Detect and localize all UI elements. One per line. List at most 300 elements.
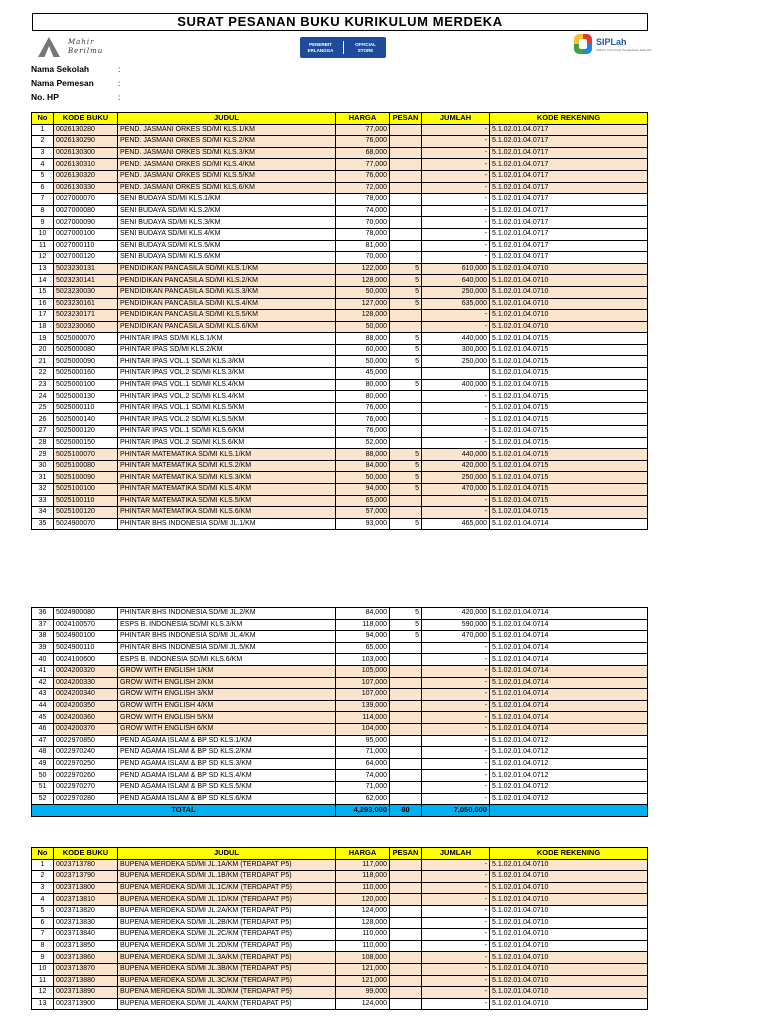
- row-judul: PHINTAR BHS INDONESIA SD/MI JL.2/KM: [118, 608, 336, 620]
- row-jumlah: -: [422, 124, 490, 136]
- row-no: 47: [32, 735, 54, 747]
- row-judul: GROW WITH ENGLISH 2/KM: [118, 677, 336, 689]
- order-table-3: [31, 847, 648, 1010]
- hp-label: No. HP: [31, 92, 59, 102]
- row-no: 2: [32, 871, 54, 883]
- row-kode-buku: 5025100080: [54, 460, 118, 472]
- row-kode-rekening: 5.1.02.01.04.0710: [490, 940, 648, 952]
- row-judul: PENDIDIKAN PANCASILA SD/MI KLS.4/KM: [118, 298, 336, 310]
- row-kode-buku: 5025000110: [54, 402, 118, 414]
- row-kode-buku: 0027000090: [54, 217, 118, 229]
- row-no: 34: [32, 507, 54, 519]
- row-jumlah: -: [422, 654, 490, 666]
- row-jumlah: 440,000: [422, 333, 490, 345]
- table-row: [32, 449, 648, 461]
- row-kode-rekening: 5.1.02.01.04.0710: [490, 894, 648, 906]
- row-harga: 71,000: [336, 781, 390, 793]
- row-kode-rekening: 5.1.02.01.04.0715: [490, 507, 648, 519]
- row-pesan: [390, 507, 422, 519]
- row-no: 25: [32, 402, 54, 414]
- row-judul: GROW WITH ENGLISH 6/KM: [118, 723, 336, 735]
- row-harga: 45,000: [336, 368, 390, 380]
- row-kode-rekening: 5.1.02.01.04.0717: [490, 252, 648, 264]
- table-row: [32, 963, 648, 975]
- row-harga: 99,000: [336, 987, 390, 999]
- row-harga: 110,000: [336, 929, 390, 941]
- row-kode-buku: 0022970280: [54, 793, 118, 805]
- row-no: 21: [32, 356, 54, 368]
- row-no: 48: [32, 747, 54, 759]
- row-kode-rekening: 5.1.02.01.04.0710: [490, 286, 648, 298]
- row-judul: PHINTAR BHS INDONESIA SD/MI JL.5/KM: [118, 642, 336, 654]
- row-judul: PENDIDIKAN PANCASILA SD/MI KLS.2/KM: [118, 275, 336, 287]
- row-kode-rekening: 5.1.02.01.04.0714: [490, 619, 648, 631]
- row-no: 16: [32, 298, 54, 310]
- row-no: 23: [32, 379, 54, 391]
- row-no: 4: [32, 159, 54, 171]
- row-judul: BUPENA MERDEKA SD/MI JL.1C/KM (TERDAPAT P5): [118, 882, 336, 894]
- row-kode-rekening: 5.1.02.01.04.0715: [490, 484, 648, 496]
- row-pesan: 5: [390, 608, 422, 620]
- row-kode-rekening: 5.1.02.01.04.0715: [490, 402, 648, 414]
- row-jumlah: -: [422, 182, 490, 194]
- row-judul: GROW WITH ENGLISH 3/KM: [118, 689, 336, 701]
- table-row: [32, 642, 648, 654]
- row-no: 43: [32, 689, 54, 701]
- row-jumlah: 470,000: [422, 484, 490, 496]
- row-jumlah: -: [422, 689, 490, 701]
- row-jumlah: -: [422, 894, 490, 906]
- row-harga: 110,000: [336, 940, 390, 952]
- row-pesan: [390, 495, 422, 507]
- row-pesan: 5: [390, 356, 422, 368]
- row-kode-buku: 5025000140: [54, 414, 118, 426]
- col-pesan: PESAN: [390, 848, 422, 860]
- row-pesan: [390, 368, 422, 380]
- row-kode-buku: 5025000080: [54, 344, 118, 356]
- row-jumlah: -: [422, 905, 490, 917]
- row-judul: GROW WITH ENGLISH 1/KM: [118, 665, 336, 677]
- row-pesan: [390, 217, 422, 229]
- pemesan-label: Nama Pemesan: [31, 78, 94, 88]
- row-kode-buku: 0027000100: [54, 228, 118, 240]
- row-pesan: 5: [390, 344, 422, 356]
- row-kode-buku: 0023713800: [54, 882, 118, 894]
- row-harga: 128,000: [336, 310, 390, 322]
- row-pesan: [390, 414, 422, 426]
- row-jumlah: -: [422, 987, 490, 999]
- row-harga: 121,000: [336, 975, 390, 987]
- row-no: 37: [32, 619, 54, 631]
- pemesan-row: [31, 76, 231, 90]
- document-title: SURAT PESANAN BUKU KURIKULUM MERDEKA: [32, 13, 648, 31]
- order-table-2: [31, 607, 648, 817]
- row-jumlah: -: [422, 700, 490, 712]
- row-harga: 64,000: [336, 758, 390, 770]
- row-judul: PHINTAR IPAS VOL.1 SD/MI KLS.6/KM: [118, 426, 336, 438]
- row-jumlah: -: [422, 205, 490, 217]
- table-row: [32, 194, 648, 206]
- row-kode-buku: 0022970240: [54, 747, 118, 759]
- row-harga: 81,000: [336, 240, 390, 252]
- row-judul: ESPS B. INDONESIA SD/MI KLS.3/KM: [118, 619, 336, 631]
- row-harga: 62,000: [336, 793, 390, 805]
- table-header: [32, 848, 648, 860]
- row-pesan: [390, 310, 422, 322]
- row-kode-buku: 0027000110: [54, 240, 118, 252]
- row-jumlah: -: [422, 665, 490, 677]
- row-kode-buku: 0027000070: [54, 194, 118, 206]
- row-judul: PHINTAR MATEMATIKA SD/MI KLS.1/KM: [118, 449, 336, 461]
- table-row: [32, 781, 648, 793]
- table-row: [32, 310, 648, 322]
- order-info: [31, 62, 231, 104]
- row-kode-buku: 0027000120: [54, 252, 118, 264]
- row-judul: PHINTAR MATEMATIKA SD/MI KLS.2/KM: [118, 460, 336, 472]
- row-kode-rekening: 5.1.02.01.04.0712: [490, 747, 648, 759]
- table-row: [32, 654, 648, 666]
- row-pesan: [390, 228, 422, 240]
- row-jumlah: -: [422, 170, 490, 182]
- row-pesan: [390, 712, 422, 724]
- row-no: 52: [32, 793, 54, 805]
- row-jumlah: -: [422, 402, 490, 414]
- row-pesan: [390, 758, 422, 770]
- row-kode-rekening: 5.1.02.01.04.0710: [490, 882, 648, 894]
- row-jumlah: -: [422, 240, 490, 252]
- row-judul: BUPENA MERDEKA SD/MI JL.1D/KM (TERDAPAT P5): [118, 894, 336, 906]
- row-no: 49: [32, 758, 54, 770]
- row-no: 46: [32, 723, 54, 735]
- row-kode-buku: 5024900080: [54, 608, 118, 620]
- col-kode-rekening: KODE REKENING: [490, 848, 648, 860]
- row-jumlah: 465,000: [422, 518, 490, 530]
- row-no: 13: [32, 263, 54, 275]
- row-judul: BUPENA MERDEKA SD/MI JL.3A/KM (TERDAPAT P5): [118, 952, 336, 964]
- row-kode-buku: 0027000080: [54, 205, 118, 217]
- row-kode-buku: 0023713840: [54, 929, 118, 941]
- row-judul: BUPENA MERDEKA SD/MI JL.2C/KM (TERDAPAT P5): [118, 929, 336, 941]
- row-harga: 78,000: [336, 228, 390, 240]
- row-pesan: [390, 642, 422, 654]
- row-harga: 118,000: [336, 871, 390, 883]
- table-row: [32, 240, 648, 252]
- row-jumlah: 250,000: [422, 356, 490, 368]
- table-row: [32, 286, 648, 298]
- table-row: [32, 495, 648, 507]
- row-judul: BUPENA MERDEKA SD/MI JL.1B/KM (TERDAPAT P5): [118, 871, 336, 883]
- row-judul: PEND. JASMANI ORKES SD/MI KLS.3/KM: [118, 147, 336, 159]
- row-pesan: [390, 240, 422, 252]
- row-kode-rekening: 5.1.02.01.04.0714: [490, 518, 648, 530]
- col-harga: HARGA: [336, 113, 390, 125]
- row-judul: PENDIDIKAN PANCASILA SD/MI KLS.1/KM: [118, 263, 336, 275]
- table-row: [32, 518, 648, 530]
- row-harga: 93,000: [336, 518, 390, 530]
- row-jumlah: -: [422, 998, 490, 1010]
- row-harga: 94,000: [336, 631, 390, 643]
- row-no: 10: [32, 963, 54, 975]
- row-no: 18: [32, 321, 54, 333]
- row-kode-rekening: 5.1.02.01.04.0715: [490, 391, 648, 403]
- row-kode-rekening: 5.1.02.01.04.0715: [490, 379, 648, 391]
- row-no: 15: [32, 286, 54, 298]
- row-pesan: [390, 391, 422, 403]
- row-kode-buku: 5025000160: [54, 368, 118, 380]
- row-kode-buku: 5023230030: [54, 286, 118, 298]
- col-no: No: [32, 113, 54, 125]
- row-kode-buku: 5023230131: [54, 263, 118, 275]
- row-kode-rekening: 5.1.02.01.04.0714: [490, 642, 648, 654]
- row-no: 1: [32, 859, 54, 871]
- table-row: [32, 735, 648, 747]
- row-pesan: [390, 182, 422, 194]
- sekolah-row: [31, 62, 231, 76]
- row-jumlah: -: [422, 507, 490, 519]
- row-no: 12: [32, 987, 54, 999]
- row-kode-rekening: 5.1.02.01.04.0715: [490, 356, 648, 368]
- row-jumlah: -: [422, 747, 490, 759]
- row-kode-buku: 0022970260: [54, 770, 118, 782]
- row-pesan: [390, 929, 422, 941]
- table-row: [32, 321, 648, 333]
- row-no: 33: [32, 495, 54, 507]
- row-no: 27: [32, 426, 54, 438]
- row-kode-rekening: 5.1.02.01.04.0714: [490, 700, 648, 712]
- row-harga: 76,000: [336, 170, 390, 182]
- row-no: 3: [32, 882, 54, 894]
- row-jumlah: -: [422, 735, 490, 747]
- row-kode-rekening: 5.1.02.01.04.0710: [490, 905, 648, 917]
- hp-colon: :: [118, 92, 121, 102]
- row-pesan: 5: [390, 460, 422, 472]
- row-no: 8: [32, 205, 54, 217]
- row-judul: PHINTAR BHS INDONESIA SD/MI JL.4/KM: [118, 631, 336, 643]
- row-judul: PHINTAR MATEMATIKA SD/MI KLS.6/KM: [118, 507, 336, 519]
- erlangga-line-2a: OFFICIAL: [355, 41, 376, 47]
- row-jumlah: -: [422, 217, 490, 229]
- row-judul: GROW WITH ENGLISH 5/KM: [118, 712, 336, 724]
- table-row: [32, 608, 648, 620]
- row-pesan: 5: [390, 619, 422, 631]
- table-row: [32, 712, 648, 724]
- row-jumlah: -: [422, 194, 490, 206]
- row-jumlah: -: [422, 770, 490, 782]
- row-no: 39: [32, 642, 54, 654]
- row-jumlah: -: [422, 940, 490, 952]
- mountain-logo-icon: [38, 37, 60, 57]
- table-row: [32, 147, 648, 159]
- row-harga: 120,000: [336, 894, 390, 906]
- row-no: 20: [32, 344, 54, 356]
- table-row: [32, 252, 648, 264]
- row-no: 17: [32, 310, 54, 322]
- erlangga-logo-left: [302, 42, 340, 54]
- row-judul: PEND. JASMANI ORKES SD/MI KLS.1/KM: [118, 124, 336, 136]
- table-row: [32, 793, 648, 805]
- row-kode-rekening: 5.1.02.01.04.0714: [490, 608, 648, 620]
- row-judul: BUPENA MERDEKA SD/MI JL.3D/KM (TERDAPAT P5): [118, 987, 336, 999]
- row-no: 7: [32, 194, 54, 206]
- row-judul: PHINTAR IPAS VOL.1 SD/MI KLS.5/KM: [118, 402, 336, 414]
- table-row: [32, 631, 648, 643]
- row-harga: 60,000: [336, 344, 390, 356]
- row-kode-rekening: 5.1.02.01.04.0717: [490, 240, 648, 252]
- col-kode-buku: KODE BUKU: [54, 113, 118, 125]
- row-kode-rekening: 5.1.02.01.04.0710: [490, 310, 648, 322]
- row-harga: 80,000: [336, 379, 390, 391]
- row-judul: PEND AGAMA ISLAM & BP SD KLS.6/KM: [118, 793, 336, 805]
- row-no: 38: [32, 631, 54, 643]
- row-kode-rekening: 5.1.02.01.04.0715: [490, 426, 648, 438]
- hp-row: [31, 90, 231, 104]
- col-kode-rekening: KODE REKENING: [490, 113, 648, 125]
- row-pesan: [390, 700, 422, 712]
- row-kode-buku: 0023713860: [54, 952, 118, 964]
- row-no: 5: [32, 170, 54, 182]
- row-harga: 68,000: [336, 147, 390, 159]
- row-no: 51: [32, 781, 54, 793]
- table-row: [32, 882, 648, 894]
- row-jumlah: -: [422, 723, 490, 735]
- row-pesan: [390, 859, 422, 871]
- row-harga: 65,000: [336, 495, 390, 507]
- row-kode-rekening: 5.1.02.01.04.0717: [490, 136, 648, 148]
- row-pesan: [390, 747, 422, 759]
- row-pesan: [390, 952, 422, 964]
- row-no: 1: [32, 124, 54, 136]
- row-kode-buku: 5023230161: [54, 298, 118, 310]
- table-row: [32, 344, 648, 356]
- row-jumlah: -: [422, 391, 490, 403]
- table-row: [32, 507, 648, 519]
- row-kode-buku: 5025100070: [54, 449, 118, 461]
- col-judul: JUDUL: [118, 113, 336, 125]
- row-kode-buku: 5025100100: [54, 484, 118, 496]
- row-pesan: 5: [390, 472, 422, 484]
- row-harga: 57,000: [336, 507, 390, 519]
- row-harga: 107,000: [336, 689, 390, 701]
- row-no: 26: [32, 414, 54, 426]
- row-judul: BUPENA MERDEKA SD/MI JL.2D/KM (TERDAPAT P5): [118, 940, 336, 952]
- row-jumlah: -: [422, 917, 490, 929]
- row-kode-rekening: 5.1.02.01.04.0715: [490, 414, 648, 426]
- row-harga: 122,000: [336, 263, 390, 275]
- row-harga: 70,000: [336, 217, 390, 229]
- row-judul: PHINTAR MATEMATIKA SD/MI KLS.3/KM: [118, 472, 336, 484]
- logo-line-2: Berilmu: [68, 47, 104, 55]
- table-row: [32, 472, 648, 484]
- row-no: 45: [32, 712, 54, 724]
- row-no: 9: [32, 217, 54, 229]
- pemesan-colon: :: [118, 78, 121, 88]
- row-pesan: 5: [390, 518, 422, 530]
- row-no: 13: [32, 998, 54, 1010]
- row-kode-rekening: 5.1.02.01.04.0717: [490, 159, 648, 171]
- row-judul: PHINTAR IPAS VOL.2 SD/MI KLS.3/KM: [118, 368, 336, 380]
- row-jumlah: -: [422, 642, 490, 654]
- siplah-name: SIPLah: [596, 37, 627, 47]
- row-pesan: 5: [390, 631, 422, 643]
- row-kode-buku: 0026130300: [54, 147, 118, 159]
- row-pesan: 5: [390, 333, 422, 345]
- row-judul: PHINTAR IPAS VOL.2 SD/MI KLS.6/KM: [118, 437, 336, 449]
- row-kode-buku: 5025000070: [54, 333, 118, 345]
- row-pesan: [390, 159, 422, 171]
- logo-divider: [343, 41, 344, 54]
- row-kode-rekening: 5.1.02.01.04.0710: [490, 917, 648, 929]
- row-pesan: [390, 689, 422, 701]
- row-judul: PEND AGAMA ISLAM & BP SD KLS.5/KM: [118, 781, 336, 793]
- row-harga: 52,000: [336, 437, 390, 449]
- row-judul: PHINTAR IPAS VOL.1 SD/MI KLS.4/KM: [118, 379, 336, 391]
- col-harga: HARGA: [336, 848, 390, 860]
- row-kode-buku: 0022970250: [54, 758, 118, 770]
- total-harga: 4,293,000: [336, 805, 390, 817]
- row-pesan: 5: [390, 263, 422, 275]
- table-row: [32, 391, 648, 403]
- table-row: [32, 402, 648, 414]
- row-jumlah: [422, 368, 490, 380]
- row-judul: PEND AGAMA ISLAM & BP SD KLS.4/KM: [118, 770, 336, 782]
- row-harga: 128,000: [336, 917, 390, 929]
- row-kode-buku: 0024200320: [54, 665, 118, 677]
- table-row: [32, 182, 648, 194]
- row-kode-rekening: 5.1.02.01.04.0710: [490, 263, 648, 275]
- table-row: [32, 263, 648, 275]
- row-no: 30: [32, 460, 54, 472]
- row-kode-rekening: 5.1.02.01.04.0710: [490, 859, 648, 871]
- row-kode-rekening: 5.1.02.01.04.0714: [490, 631, 648, 643]
- row-jumlah: -: [422, 929, 490, 941]
- row-harga: 50,000: [336, 472, 390, 484]
- erlangga-line-2b: STORE: [357, 47, 374, 53]
- row-kode-buku: 0026130310: [54, 159, 118, 171]
- table-row: [32, 859, 648, 871]
- table-row: [32, 414, 648, 426]
- row-jumlah: 640,000: [422, 275, 490, 287]
- row-jumlah: -: [422, 159, 490, 171]
- row-pesan: [390, 917, 422, 929]
- row-kode-buku: 0024100570: [54, 619, 118, 631]
- row-judul: BUPENA MERDEKA SD/MI JL.3B/KM (TERDAPAT P5): [118, 963, 336, 975]
- row-kode-rekening: 5.1.02.01.04.0715: [490, 449, 648, 461]
- row-kode-buku: 0026130330: [54, 182, 118, 194]
- row-harga: 114,000: [336, 712, 390, 724]
- row-kode-buku: 0024200340: [54, 689, 118, 701]
- row-jumlah: -: [422, 859, 490, 871]
- row-judul: PEND. JASMANI ORKES SD/MI KLS.4/KM: [118, 159, 336, 171]
- row-no: 24: [32, 391, 54, 403]
- row-pesan: [390, 940, 422, 952]
- table-row: [32, 929, 648, 941]
- row-kode-rekening: 5.1.02.01.04.0712: [490, 758, 648, 770]
- erlangga-logo-right: [347, 42, 385, 54]
- row-no: 6: [32, 917, 54, 929]
- row-kode-buku: 5023230141: [54, 275, 118, 287]
- row-pesan: [390, 170, 422, 182]
- row-pesan: [390, 905, 422, 917]
- row-pesan: [390, 735, 422, 747]
- row-kode-buku: 5025000120: [54, 426, 118, 438]
- row-jumlah: -: [422, 793, 490, 805]
- row-harga: 121,000: [336, 963, 390, 975]
- row-kode-rekening: 5.1.02.01.04.0715: [490, 368, 648, 380]
- row-jumlah: 250,000: [422, 286, 490, 298]
- col-kode-buku: KODE BUKU: [54, 848, 118, 860]
- row-judul: PEND AGAMA ISLAM & BP SD KLS.1/KM: [118, 735, 336, 747]
- row-pesan: [390, 437, 422, 449]
